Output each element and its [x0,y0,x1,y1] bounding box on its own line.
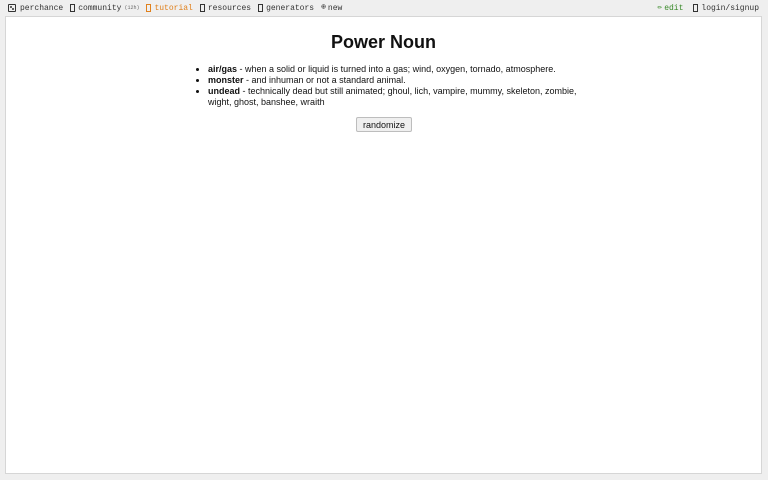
pencil-icon: ✏ [657,3,663,12]
tutorial-link[interactable] [146,4,192,13]
list-item [208,75,598,86]
login-label: login/signup [701,3,759,13]
list-item-description: - technically dead but still animated; ghoul, lich, vampire, mummy, skeleton, zombie, wight, ghost, banshee, wraith [208,86,577,107]
generators-label: generators [266,3,315,13]
list-item-description: - and inhuman or not a standard animal. [243,75,406,85]
generator-output-panel [5,16,762,474]
perchance-link[interactable] [8,4,63,13]
list-item-term: air/gas [208,64,238,74]
perchance-label: perchance [20,3,64,13]
noun-list [195,64,598,108]
box-icon [693,4,698,12]
list-item [208,64,598,75]
box-icon [146,4,151,12]
box-icon [258,4,263,12]
generators-link[interactable] [258,4,314,13]
edit-link[interactable] [657,4,683,13]
box-icon [70,4,75,12]
nav-left-group [0,4,349,13]
list-item-description: - when a solid or liquid is turned into a gas; wind, oxygen, tornado, atmosphere. [237,64,556,74]
resources-label: resources [207,3,252,13]
nav-right-group [647,4,768,13]
box-icon [200,4,205,12]
community-link[interactable] [70,4,139,13]
randomize-button[interactable]: randomize [356,117,412,132]
community-label: community [78,3,122,13]
list-item-term: monster [208,75,244,85]
community-count: (12h) [124,5,140,11]
page-title: Power Noun [330,32,436,52]
top-navigation-bar [0,0,768,16]
plus-circle-icon: ⊕ [321,3,326,12]
list-item [208,86,598,108]
tutorial-label: tutorial [154,3,193,13]
edit-label: edit [664,3,684,13]
dice-icon [8,4,16,12]
new-link[interactable] [321,4,342,13]
login-link[interactable] [693,4,759,13]
new-label: new [327,3,343,13]
resources-link[interactable] [200,4,251,13]
list-item-term: undead [208,86,241,96]
